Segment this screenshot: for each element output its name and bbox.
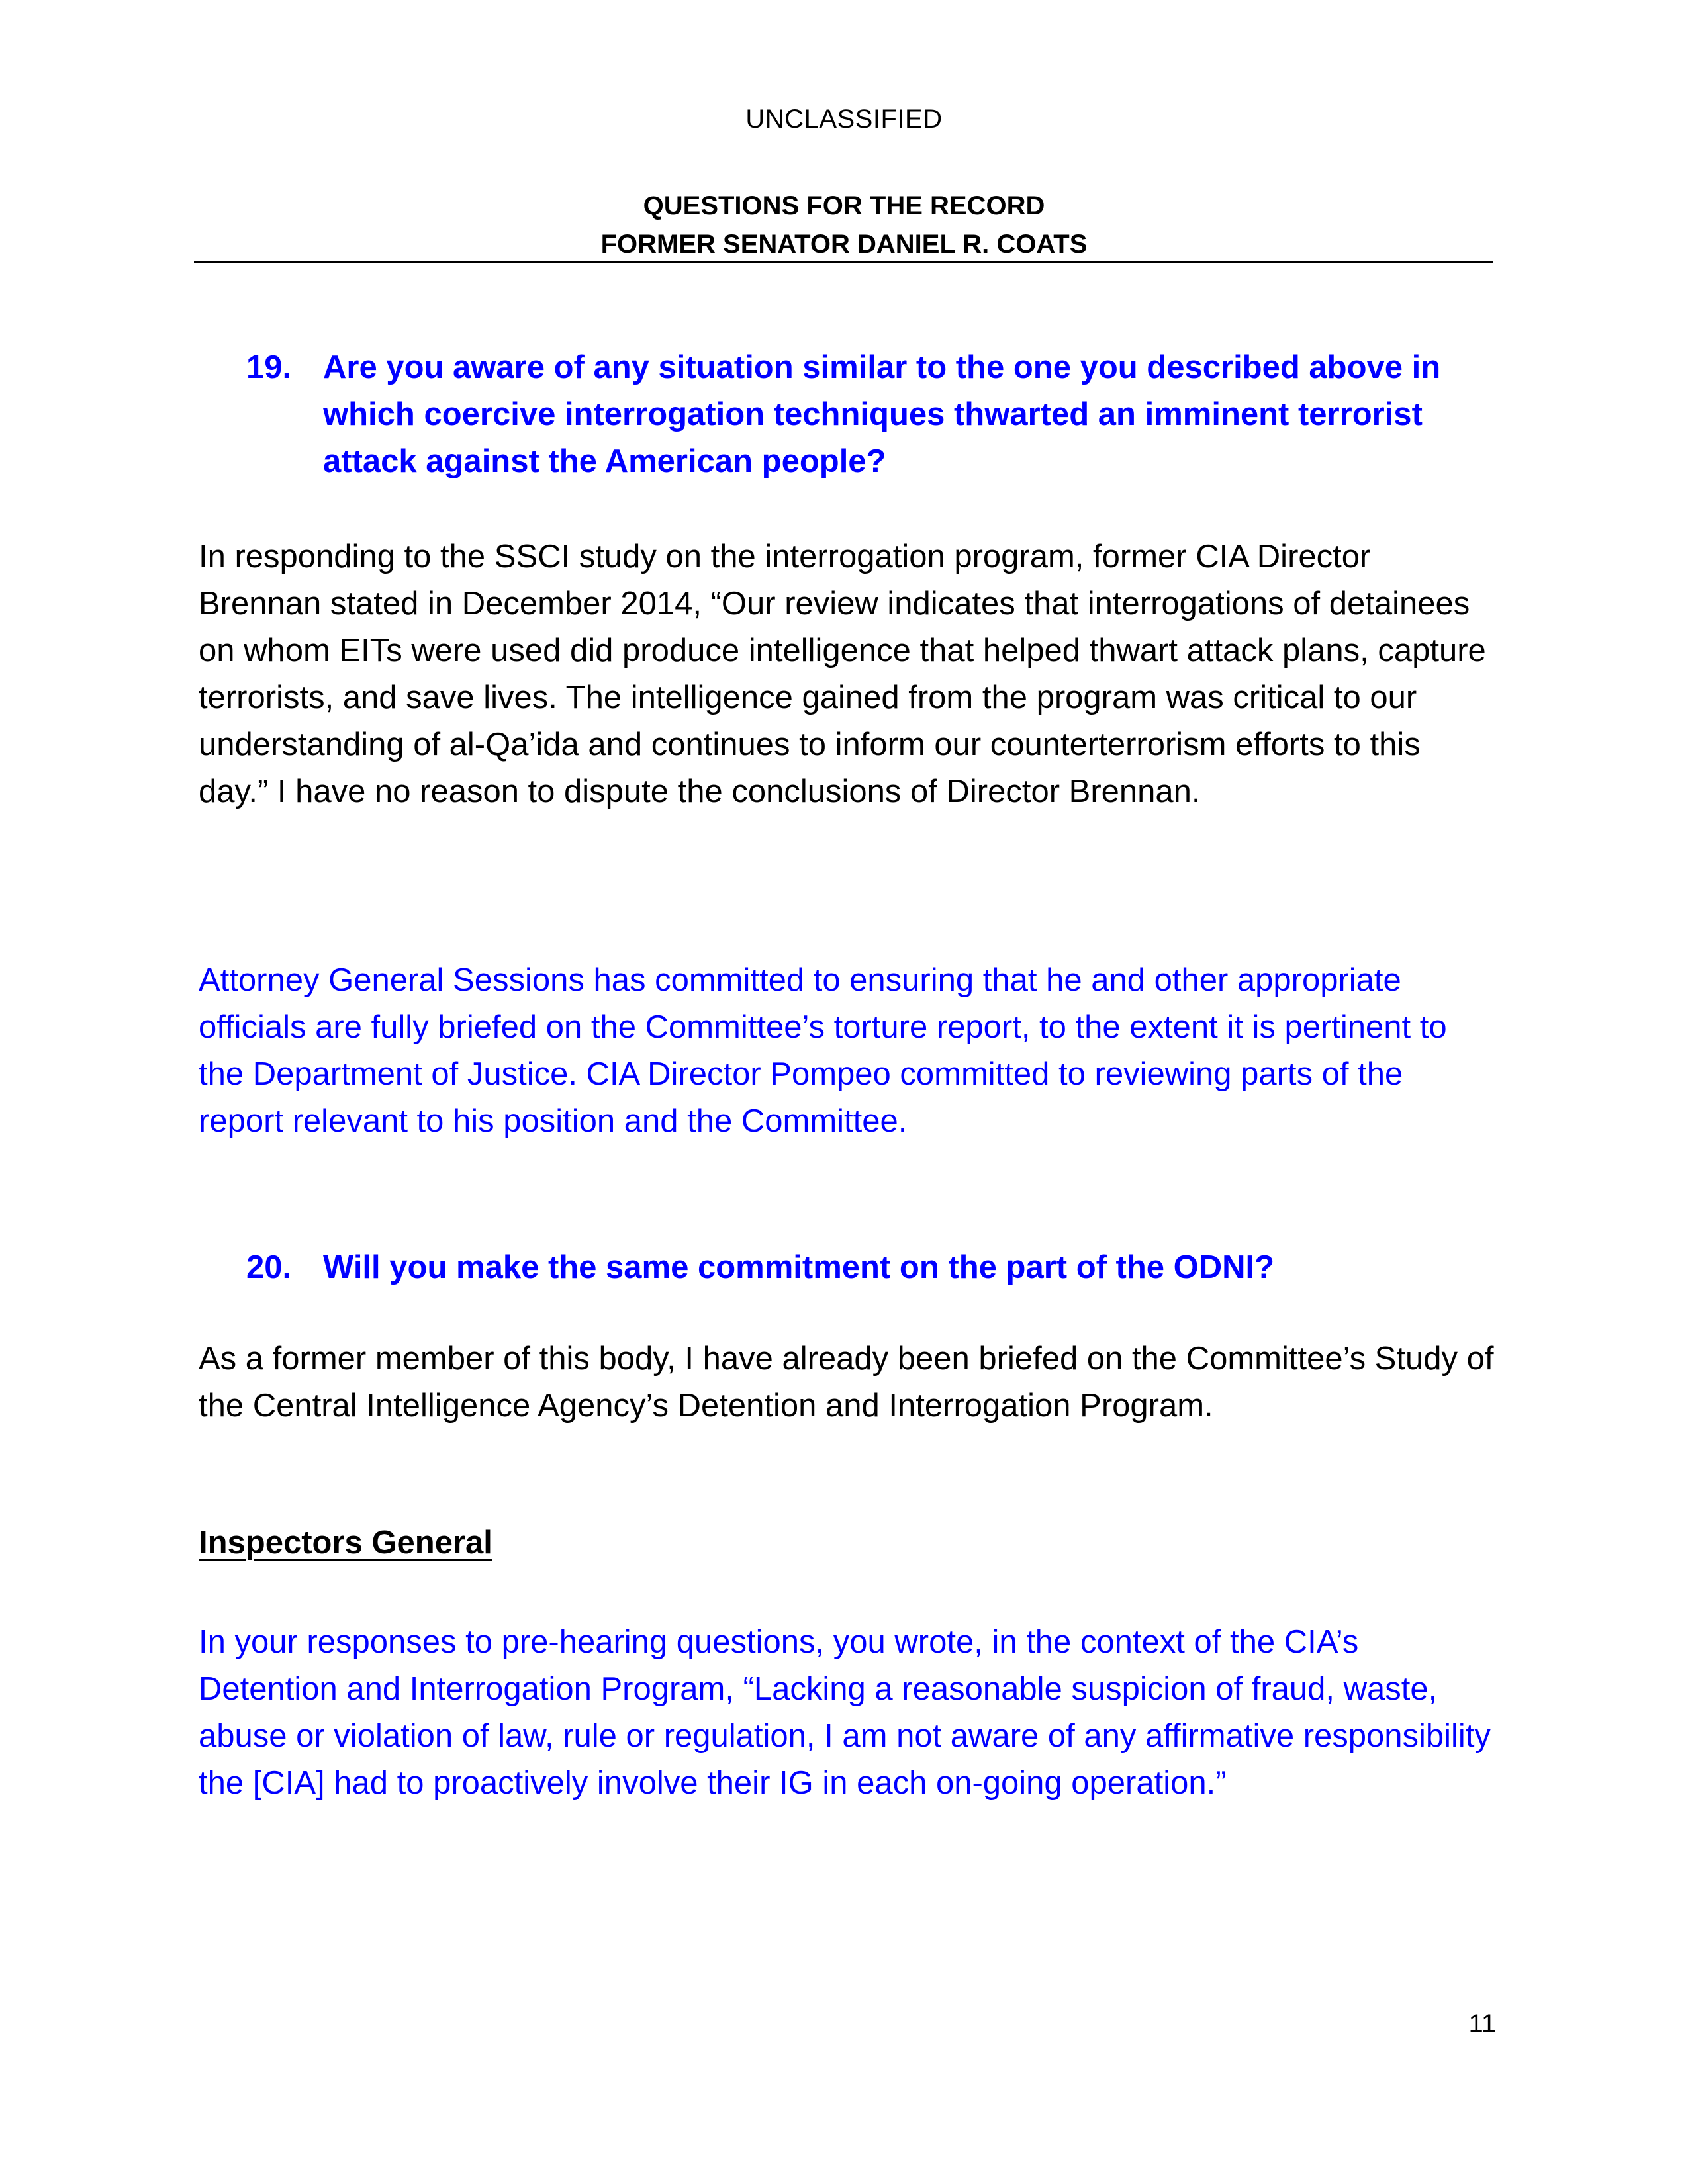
classification-marking: UNCLASSIFIED <box>745 105 943 134</box>
title-line-2: FORMER SENATOR DANIEL R. COATS <box>600 230 1088 259</box>
question-19 <box>199 344 1496 485</box>
title-line-1: QUESTIONS FOR THE RECORD <box>643 191 1045 220</box>
answer-19: In responding to the SSCI study on the interrogation program, former CIA Director Brennan stated in December 2014, “Our review indicates that interrogations of detainees on whom EITs were used did produce intelligence that helped thwart attack plans, capture terrorists, and save lives. The intelligence gained from the program was critical to our understanding of al-Qa’ida and continues to inform our counterterrorism efforts to this day.” I have no reason to dispute the conclusions of Director Brennan. <box>199 539 1486 809</box>
header-divider <box>194 261 1493 263</box>
document-title <box>0 187 1688 263</box>
question-number: 19. <box>246 349 292 385</box>
question-number: 20. <box>246 1250 292 1285</box>
question-text: Will you make the same commitment on the part of the ODNI? <box>323 1250 1275 1285</box>
answer-20: As a former member of this body, I have already been briefed on the Committee’s Study of the Central Intelligence Agency’s Detention and Interrogation Program. <box>199 1341 1494 1424</box>
page-number: 11 <box>1468 2009 1496 2038</box>
preamble-question-20: Attorney General Sessions has committed to ensuring that he and other appropriate officials are fully briefed on the Committee’s torture report, to the extent it is pertinent to the Department of Justice. CIA Director Pompeo committed to reviewing parts of the report relevant to his position and the Committee. <box>199 962 1447 1139</box>
question-text: Are you aware of any situation similar to the one you described above in which coercive interrogation techniques thwarted an imminent terrorist attack against the American people? <box>323 349 1441 479</box>
preamble-inspectors-general: In your responses to pre-hearing questions, you wrote, in the context of the CIA’s Detention and Interrogation Program, “Lacking a reasonable suspicion of fraud, waste, abuse or violation of law, rule or regulation, I am not aware of any affirmative responsibility the [CIA] had to proactively involve their IG in each on-going operation.” <box>199 1624 1491 1801</box>
section-heading-inspectors-general: Inspectors General <box>199 1525 492 1561</box>
question-20 <box>199 1244 1496 1291</box>
